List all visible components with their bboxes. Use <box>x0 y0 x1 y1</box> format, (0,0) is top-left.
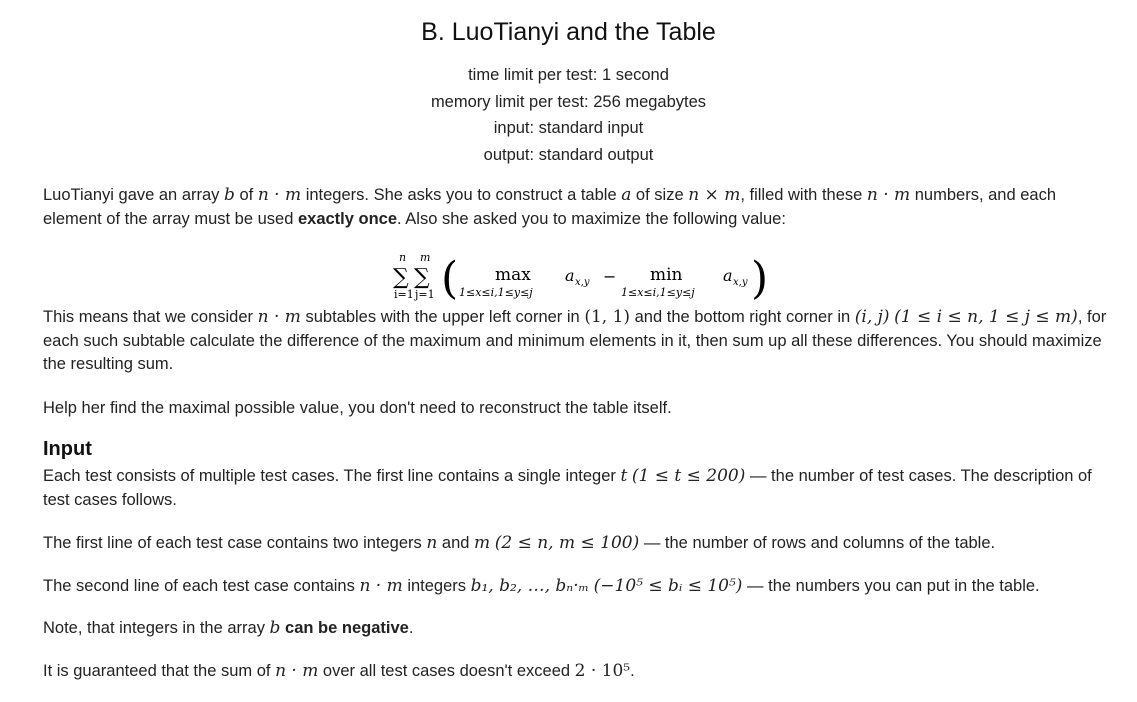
input-paragraph-2: The first line of each test case contains two integers n and m (2 ≤ n, m ≤ 100) — the number of rows and columns of the table. <box>43 533 996 553</box>
formula-lower-j: j=1 <box>415 288 435 301</box>
formula-max: max <box>495 265 531 285</box>
output-file: output: standard output <box>483 145 654 164</box>
formula-minus: − <box>603 267 617 286</box>
formula-max-sub: 1≤x≤i,1≤y≤j <box>459 286 533 299</box>
formula-min: min <box>650 265 683 285</box>
formula-sum-2: ∑ <box>414 265 430 290</box>
formula-a-1: a <box>565 266 575 285</box>
formula-a-2: a <box>723 266 733 285</box>
input-paragraph-5: It is guaranteed that the sum of n · m over all test cases doesn't exceed 2 · 10⁵. <box>43 661 635 681</box>
formula-sum-1: ∑ <box>393 265 409 290</box>
formula-axy-1: x,y <box>575 277 590 288</box>
input-file: input: standard input <box>493 119 644 137</box>
statement-paragraph-2: This means that we consider n · m subtables with the upper left corner in (1, 1) and the bottom right corner in (i, j) (1 ≤ i ≤ n, 1 ≤ j ≤ m), for each such subtable calculate the difference of the maximum and minimum elements in it, then sum up all these differences. You should maximize the resulting sum. <box>43 307 1107 373</box>
formula-min-sub: 1≤x≤i,1≤y≤j <box>621 286 695 299</box>
time-limit: time limit per test: 1 second <box>468 66 669 84</box>
input-paragraph-1: Each test consists of multiple test cases. The first line contains a single integer t (1 ≤ t ≤ 200) — the number of test cases. The description of test cases follows. <box>43 466 1092 509</box>
formula-left-paren: ( <box>441 253 459 304</box>
formula-axy-2: x,y <box>733 277 748 288</box>
formula-right-paren: ) <box>751 253 769 304</box>
formula-upper-n: n <box>399 251 407 264</box>
input-paragraph-4: Note, that integers in the array b can be negative. <box>43 618 414 638</box>
statement-paragraph-1: LuoTianyi gave an array b of n · m integers. She asks you to construct a table a of size n × m, filled with these n · m numbers, and each element of the array must be used exactly once. Also she asked you to maximize the following value: <box>43 185 1057 228</box>
statement-paragraph-3: Help her find the maximal possible value, you don't need to reconstruct the table itself. <box>43 399 672 417</box>
input-paragraph-3: The second line of each test case contains n · m integers b₁, b₂, …, bₙ·ₘ (−10⁵ ≤ bᵢ ≤ 10⁵) — the numbers you can put in the table. <box>43 576 1040 596</box>
objective-formula <box>385 247 785 307</box>
formula-lower-i: i=1 <box>394 288 414 301</box>
input-heading: Input <box>43 438 92 460</box>
formula-svg <box>385 247 785 307</box>
problem-title: B. LuoTianyi and the Table <box>421 18 716 46</box>
formula-upper-m: m <box>420 251 431 264</box>
problem-limits <box>0 62 1137 168</box>
memory-limit: memory limit per test: 256 megabytes <box>430 92 707 111</box>
